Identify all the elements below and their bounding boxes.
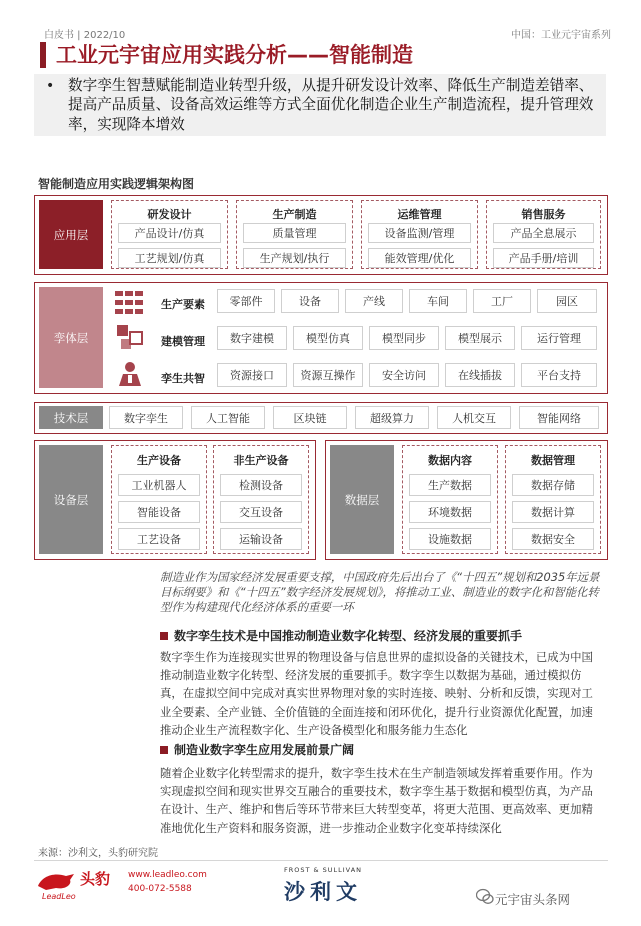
page-title: 工业元宇宙应用实践分析——智能制造 [56, 43, 413, 67]
data-group-title: 数据管理 [531, 454, 575, 467]
app-group-sales [486, 200, 601, 269]
intro-text: 数字孪生智慧赋能制造业转型升级，从提升研发设计效率、降低生产制造差错率、提高产品质量、设备高效运维等方式全面优化制造企业生产制造流程，提升管理效率，实现降本增效 [68, 77, 594, 133]
device-item: 智能设备 [118, 501, 200, 523]
app-item: 质量管理 [243, 223, 346, 243]
device-item: 工艺设备 [118, 528, 200, 550]
leadleo-name: 头豹 [80, 870, 111, 888]
data-item: 设施数据 [409, 528, 491, 550]
section-heading: 数字孪生技术是中国推动制造业数字化转型、经济发展的重要抓手 [174, 629, 523, 643]
twin-layer [34, 282, 608, 394]
title-accent-bar [40, 42, 46, 68]
twin-item: 设备 [281, 289, 339, 313]
twin-item: 产线 [345, 289, 403, 313]
model-blocks-icon [117, 325, 143, 351]
tech-item: 人机交互 [437, 406, 511, 429]
twin-item: 园区 [537, 289, 597, 313]
app-item: 生产规划/执行 [243, 248, 346, 268]
twin-row-label: 孪生共智 [161, 372, 205, 385]
header-right: 中国：工业元宇宙系列 [511, 30, 611, 41]
twin-item: 资源互操作 [293, 363, 363, 387]
app-item: 产品设计/仿真 [118, 223, 221, 243]
data-group-content [402, 445, 498, 554]
device-group-production [111, 445, 207, 554]
twin-row-label: 生产要素 [161, 298, 205, 311]
twin-item: 在线插拔 [445, 363, 515, 387]
header-left: 白皮书 | 2022/10 [44, 30, 126, 41]
data-item: 数据存储 [512, 474, 594, 496]
device-layer-label: 设备层 [39, 445, 103, 554]
app-item: 能效管理/优化 [368, 248, 471, 268]
app-group-maintenance [361, 200, 478, 269]
twin-item: 工厂 [473, 289, 531, 313]
data-item: 环境数据 [409, 501, 491, 523]
app-item: 产品手册/培训 [493, 248, 594, 268]
device-item: 工业机器人 [118, 474, 200, 496]
app-item: 工艺规划/仿真 [118, 248, 221, 268]
twin-layer-label: 孪体层 [39, 287, 103, 388]
frost-sullivan-logo [268, 866, 378, 908]
data-group-title: 数据内容 [428, 454, 472, 467]
section-body: 数字孪生作为连接现实世界的物理设备与信息世界的虚拟设备的关键技术，已成为中国推动制造业数字化转型、经济发展的重要抓手。数字孪生以数据为基础，通过模拟仿真，在虚拟空间中完成对真实世界物理对象的实时连接、映射、分析和反馈，实现对工业全要素、全产业链、全价值链的全面连接和闭环优化，提升行业资源优化配置，加速推动企业生产流程数字化、生产设备模型化和服务能力生态化 [160, 650, 593, 737]
section-marker [160, 746, 168, 754]
data-item: 数据计算 [512, 501, 594, 523]
section-heading: 制造业数字孪生应用发展前景广阔 [174, 743, 355, 757]
tech-item: 超级算力 [355, 406, 429, 429]
diagram-title: 智能制造应用实践逻辑架构图 [38, 177, 195, 191]
app-item: 设备监测/管理 [368, 223, 471, 243]
twin-row-label: 建模管理 [161, 335, 205, 348]
device-group-nonproduction [213, 445, 309, 554]
device-item: 检测设备 [220, 474, 302, 496]
tech-item: 区块链 [273, 406, 347, 429]
tech-layer [34, 402, 608, 434]
twin-item: 模型同步 [369, 326, 439, 350]
data-group-management [505, 445, 601, 554]
page-header [0, 0, 641, 41]
frost-sullivan-en: FROST & SULLIVAN [283, 866, 363, 874]
data-layer [325, 440, 608, 560]
device-group-title: 非生产设备 [233, 454, 289, 467]
data-layer-label: 数据层 [330, 445, 394, 554]
twin-item: 数字建模 [217, 326, 287, 350]
footer-divider [34, 860, 608, 861]
app-group-rd [111, 200, 228, 269]
data-item: 生产数据 [409, 474, 491, 496]
app-group-title: 运维管理 [397, 208, 442, 221]
section-body: 随着企业数字化转型需求的提升，数字孪生技术在生产制造领域发挥着重要作用。作为实现虚拟空间和现实世界交互融合的重要技术，数字孪生基于数据和模型仿真，为产品在设计、生产、维护和售后等环节带来巨大转型变革，将更大范围、更高效率、更加精准地优化生产资料和服务资源，进一步推动企业数字化变革持续深化 [160, 766, 593, 835]
application-layer-label: 应用层 [39, 200, 103, 269]
device-item: 交互设备 [220, 501, 302, 523]
twin-item: 车间 [409, 289, 467, 313]
app-group-title: 销售服务 [521, 208, 566, 221]
wechat-icon [476, 888, 494, 906]
leadleo-sub: LeadLeo [42, 892, 76, 901]
twin-item: 平台支持 [521, 363, 597, 387]
application-layer [34, 195, 608, 275]
leadleo-url: www.leadleo.com [128, 870, 207, 880]
intro-box [34, 74, 606, 136]
intro-bullet: • [46, 78, 55, 94]
twin-item: 模型展示 [445, 326, 515, 350]
leopard-icon [36, 870, 76, 892]
twin-item: 模型仿真 [293, 326, 363, 350]
factory-grid-icon [115, 291, 145, 315]
app-group-title: 生产制造 [272, 208, 317, 221]
tech-item: 数字孪生 [109, 406, 183, 429]
device-item: 运输设备 [220, 528, 302, 550]
worker-icon [117, 361, 143, 387]
app-item: 产品全息展示 [493, 223, 594, 243]
frost-sullivan-cn: 沙利文 [284, 880, 362, 904]
app-group-production [236, 200, 353, 269]
leadleo-tel: 400-072-5588 [128, 884, 192, 894]
diagram-caption: 制造业作为国家经济发展重要支撑，中国政府先后出台了《“十四五”规划和2035年远景目标纲要》和《“十四五”数字经济发展规划》，将推动工业、制造业的数字化和智能化转型作为构建现代化经济体系的重要一环 [160, 570, 600, 615]
leadleo-logo [36, 868, 207, 904]
tech-item: 智能网络 [519, 406, 599, 429]
twin-item: 零部件 [217, 289, 275, 313]
watermark: 元宇宙头条网 [495, 892, 571, 907]
tech-layer-label: 技术层 [39, 406, 103, 429]
device-group-title: 生产设备 [137, 454, 181, 467]
twin-item: 资源接口 [217, 363, 287, 387]
source-note: 来源：沙利文，头豹研究院 [38, 848, 158, 859]
twin-item: 运行管理 [521, 326, 597, 350]
app-group-title: 研发设计 [147, 208, 192, 221]
device-layer [34, 440, 316, 560]
tech-item: 人工智能 [191, 406, 265, 429]
twin-item: 安全访问 [369, 363, 439, 387]
data-item: 数据安全 [512, 528, 594, 550]
section-marker [160, 632, 168, 640]
